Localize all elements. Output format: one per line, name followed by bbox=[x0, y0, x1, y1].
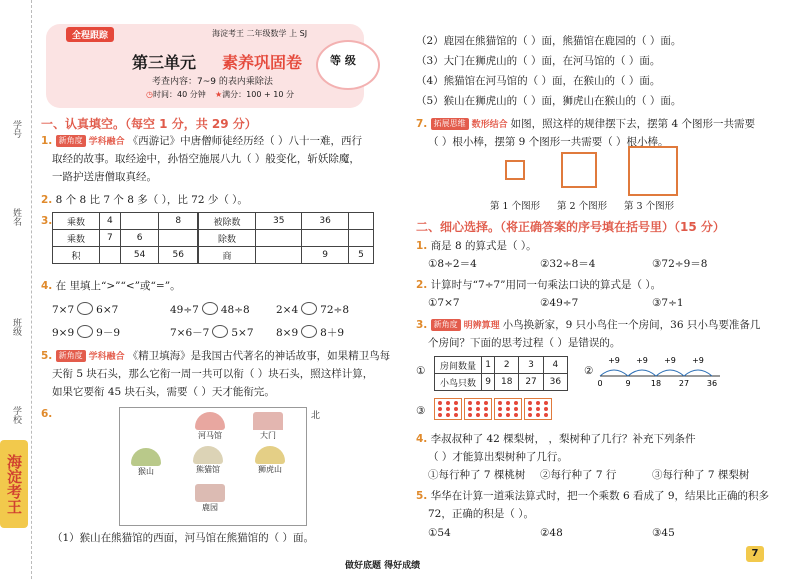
header-top-line: 海淀考王 二年级数学 上 SJ bbox=[212, 29, 308, 38]
s2-q2-options: ①7×7 ②49÷7 ③7÷1 bbox=[428, 297, 684, 309]
q6-sub1: （1）猴山在熊猫馆的西面，河马馆在熊猫馆的（ ）面。 bbox=[52, 532, 315, 544]
q4-row1: 7×7 6×7 49÷7 48÷8 2×4 72÷8 bbox=[52, 304, 350, 316]
q2-text: 8 个 8 比 7 个 8 多（ ），比 72 少（ ）。 bbox=[55, 194, 248, 206]
number-line-tick-label: 27 bbox=[678, 379, 690, 388]
number-line-jump-label: +9 bbox=[636, 356, 648, 365]
figure-1-caption: 第 1 个图形 bbox=[490, 201, 541, 212]
q4-row2: 9×9 9－9 7×6－7 5×7 8×9 8＋9 bbox=[52, 327, 345, 339]
bird-dot bbox=[506, 413, 510, 417]
number-line-jump-label: +9 bbox=[608, 356, 620, 365]
bird-dot bbox=[514, 401, 518, 405]
q3-number: 3. bbox=[41, 215, 53, 227]
q1-tag2: 学科融合 bbox=[88, 137, 125, 147]
bird-dot bbox=[514, 413, 518, 417]
bird-dot bbox=[528, 407, 532, 411]
number-line-group bbox=[597, 356, 720, 388]
number-line-tick-label: 9 bbox=[625, 379, 631, 388]
page-title: 素养巩固卷 bbox=[222, 53, 303, 72]
s2-q5-options: ①54 ②48 ③45 bbox=[428, 527, 675, 539]
map-deer-park: 鹿园 bbox=[188, 484, 232, 513]
unit-title: 第三单元 bbox=[132, 53, 197, 72]
figure-3-square bbox=[628, 146, 678, 196]
s2-q5-line2: 72，正确的积是（ ）。 bbox=[428, 508, 534, 520]
bird-dot bbox=[476, 407, 480, 411]
bird-dot bbox=[484, 407, 488, 411]
q1-text1: 《西游记》中唐僧师徒经历经（ ）八十一难，西行 bbox=[127, 135, 362, 147]
north-label: 北 bbox=[310, 411, 320, 421]
q6-sub2: （2）鹿园在熊猫馆的（ ）面，熊猫馆在鹿园的（ ）面。 bbox=[416, 35, 682, 47]
bird-dot bbox=[446, 407, 450, 411]
q2 bbox=[41, 193, 248, 207]
section-2-title: 二、细心选择。（将正确答案的序号填在括号里）（15 分） bbox=[416, 220, 725, 234]
bird-dot bbox=[544, 407, 548, 411]
exam-content: 考查内容：7~9 的表内乘除法 bbox=[152, 77, 273, 87]
bird-dot bbox=[544, 413, 548, 417]
s2-q3-line2: 个房间？下面的思考过程（ ）是错误的。 bbox=[428, 337, 621, 349]
s2-q3-opt1-label[interactable]: ① bbox=[416, 365, 426, 377]
bird-dot bbox=[536, 413, 540, 417]
bird-dot bbox=[468, 407, 472, 411]
bird-dot bbox=[454, 401, 458, 405]
bird-dot bbox=[498, 401, 502, 405]
figure-2-caption: 第 2 个图形 bbox=[557, 201, 608, 212]
s2-q3-line1: 3. 新角度 明辨算理 小鸟换新家，9 只小鸟住一个房间，36 只小鸟要准备几 bbox=[416, 319, 761, 331]
number-line-jump-arc bbox=[684, 370, 712, 376]
lion-tiger-hill-icon bbox=[255, 446, 285, 464]
gate-icon bbox=[253, 412, 283, 430]
exam-score: ★满分：100 + 10 分 bbox=[215, 90, 294, 99]
map-panda-house: 熊猫馆 bbox=[186, 446, 230, 475]
panda-house-icon bbox=[193, 446, 223, 464]
q7-line2: （ ）根小棒，摆第 9 个图形一共需要（ ）根小棒。 bbox=[428, 136, 669, 148]
school-label: 学校 bbox=[11, 406, 21, 424]
exam-time: ◷时间：40 分钟 bbox=[146, 90, 206, 99]
bird-dot bbox=[528, 401, 532, 405]
bird-dot bbox=[438, 413, 442, 417]
cut-line bbox=[31, 0, 32, 579]
bird-dot bbox=[446, 413, 450, 417]
binding-strip bbox=[0, 0, 34, 579]
number-line-tick-label: 36 bbox=[706, 379, 718, 388]
q6-sub4: （4）熊猫馆在河马馆的（ ）面，在猴山的（ ）面。 bbox=[416, 75, 661, 87]
bird-dot bbox=[506, 407, 510, 411]
bird-dot bbox=[514, 407, 518, 411]
q4-stem: 4. 在 里填上“>”“<”或“=”。 bbox=[41, 280, 181, 292]
bird-dot bbox=[484, 401, 488, 405]
q1-tag: 新角度 bbox=[56, 135, 86, 147]
number-line-jump-label: +9 bbox=[692, 356, 704, 365]
s2-q5-line1: 5. 华华在计算一道乘法算式时，把一个乘数 6 看成了 9，结果比正确的积多 bbox=[416, 490, 770, 502]
compare-circle[interactable] bbox=[212, 325, 228, 338]
clock-icon: ◷ bbox=[146, 90, 153, 99]
bird-dot bbox=[528, 413, 532, 417]
name-label: 姓名 bbox=[11, 208, 21, 226]
bird-group-grid bbox=[464, 398, 492, 420]
number-line-tick-label: 18 bbox=[650, 379, 662, 388]
bird-group-grid bbox=[494, 398, 522, 420]
q1-line3: 一路护送唐僧取真经。 bbox=[52, 171, 157, 183]
bird-dot bbox=[476, 401, 480, 405]
student-number-label: 学号 bbox=[11, 120, 21, 138]
s2-q1: 1. 商是 8 的算式是（ ）。 bbox=[416, 240, 537, 252]
map-monkey-hill: 猴山 bbox=[126, 448, 166, 477]
q3-multiplication-table: 乘数 4 8 乘数 7 6 积 54 56 bbox=[52, 212, 198, 264]
compare-circle[interactable] bbox=[202, 302, 218, 315]
q3-division-table: 被除数 35 36 除数 商 9 5 bbox=[198, 212, 374, 264]
s2-q4-options: ①每行种了 7 棵桃树 ②每行种了 7 行 ③每行种了 7 棵梨树 bbox=[428, 469, 750, 481]
number-line-jump-arc bbox=[600, 370, 628, 376]
bird-group-grid bbox=[434, 398, 462, 420]
number-line-jump-arc bbox=[656, 370, 684, 376]
bird-dot bbox=[476, 413, 480, 417]
page-number: 7 bbox=[746, 546, 764, 562]
number-line bbox=[594, 352, 724, 388]
map-hippo-house: 河马馆 bbox=[188, 412, 232, 441]
brand-logo: 海淀考王 bbox=[0, 440, 28, 528]
bird-dot bbox=[446, 401, 450, 405]
hippo-house-icon bbox=[195, 412, 225, 430]
bird-dot bbox=[438, 401, 442, 405]
bird-dot bbox=[454, 407, 458, 411]
star-icon: ★ bbox=[215, 90, 223, 99]
q5-line2: 天衔 5 块石头，那么它衔一周一共可以衔（ ）块石头，照这样计算， bbox=[52, 368, 374, 380]
figure-1-square bbox=[505, 160, 525, 180]
s2-q4-line2: （ ）才能算出梨树种了几行。 bbox=[428, 451, 568, 463]
s2-q3-opt2-label[interactable]: ② bbox=[584, 365, 594, 377]
s2-q4-line1: 4. 李叔叔种了 42 棵梨树， ，梨树种了几行？补充下列条件 bbox=[416, 433, 696, 445]
footer-slogan: 做好底题 得好成绩 bbox=[345, 561, 421, 571]
bird-dot bbox=[468, 413, 472, 417]
compare-circle[interactable] bbox=[77, 325, 93, 338]
grade-label: 等 级 bbox=[330, 54, 356, 67]
map-gate: 大门 bbox=[246, 412, 290, 441]
map-lion-tiger-hill: 狮虎山 bbox=[248, 446, 292, 475]
s2-q1-options: ①8÷2＝4 ②32÷8＝4 ③72÷9＝8 bbox=[428, 258, 708, 270]
q6-sub3: （3）大门在狮虎山的（ ）面，在河马馆的（ ）面。 bbox=[416, 55, 661, 67]
figure-2-square bbox=[561, 152, 597, 188]
bird-dot bbox=[544, 401, 548, 405]
q1-line1 bbox=[41, 134, 362, 149]
bird-dot bbox=[498, 413, 502, 417]
bird-dot bbox=[438, 407, 442, 411]
q5-line1: 5. 新角度 学科融合 《精卫填海》是我国古代著名的神话故事，如果精卫鸟每 bbox=[41, 350, 391, 362]
compare-circle[interactable] bbox=[77, 302, 93, 315]
section-1-title: 一、认真填空。（每空 1 分，共 29 分） bbox=[41, 117, 257, 131]
bird-dot bbox=[536, 407, 540, 411]
figure-3-caption: 第 3 个图形 bbox=[624, 201, 675, 212]
q7-line1: 7. 拓展思维 数形结合 如图，照这样的规律摆下去，摆第 4 个图形一共需要 bbox=[416, 118, 756, 130]
q1-line2: 取经的故事。取经途中，孙悟空施展八九（ ）般变化，斩妖除魔， bbox=[52, 153, 360, 165]
number-line-jump-arc bbox=[628, 370, 656, 376]
deer-park-icon bbox=[195, 484, 225, 502]
header-badge: 全程跟踪 bbox=[66, 27, 114, 42]
number-line-jump-label: +9 bbox=[664, 356, 676, 365]
bird-dot bbox=[536, 401, 540, 405]
q6-number: 6. bbox=[41, 408, 53, 420]
q2-number: 2. bbox=[41, 194, 53, 206]
zoo-map bbox=[119, 407, 320, 526]
bird-dot bbox=[454, 413, 458, 417]
compare-circle[interactable] bbox=[301, 325, 317, 338]
bird-room-table: 房间数量 1 2 3 4 小鸟只数 9 18 27 36 bbox=[434, 356, 568, 391]
s2-q2: 2. 计算时与“7÷7”用同一句乘法口诀的算式是（ ）。 bbox=[416, 279, 662, 291]
bird-group-grid bbox=[524, 398, 552, 420]
bird-dot bbox=[506, 401, 510, 405]
s2-q3-opt3-label[interactable]: ③ bbox=[416, 405, 426, 417]
monkey-hill-icon bbox=[131, 448, 161, 466]
class-label: 班级 bbox=[11, 318, 21, 336]
bird-dot bbox=[484, 413, 488, 417]
bird-dot bbox=[468, 401, 472, 405]
bird-dot bbox=[498, 407, 502, 411]
number-line-tick-label: 0 bbox=[597, 379, 603, 388]
q5-line3: 如果它要衔 45 块石头，需要（ ）天才能衔完。 bbox=[52, 386, 275, 398]
q6-sub5: （5）猴山在狮虎山的（ ）面，狮虎山在猴山的（ ）面。 bbox=[416, 95, 682, 107]
compare-circle[interactable] bbox=[301, 302, 317, 315]
q1-number: 1. bbox=[41, 135, 53, 147]
